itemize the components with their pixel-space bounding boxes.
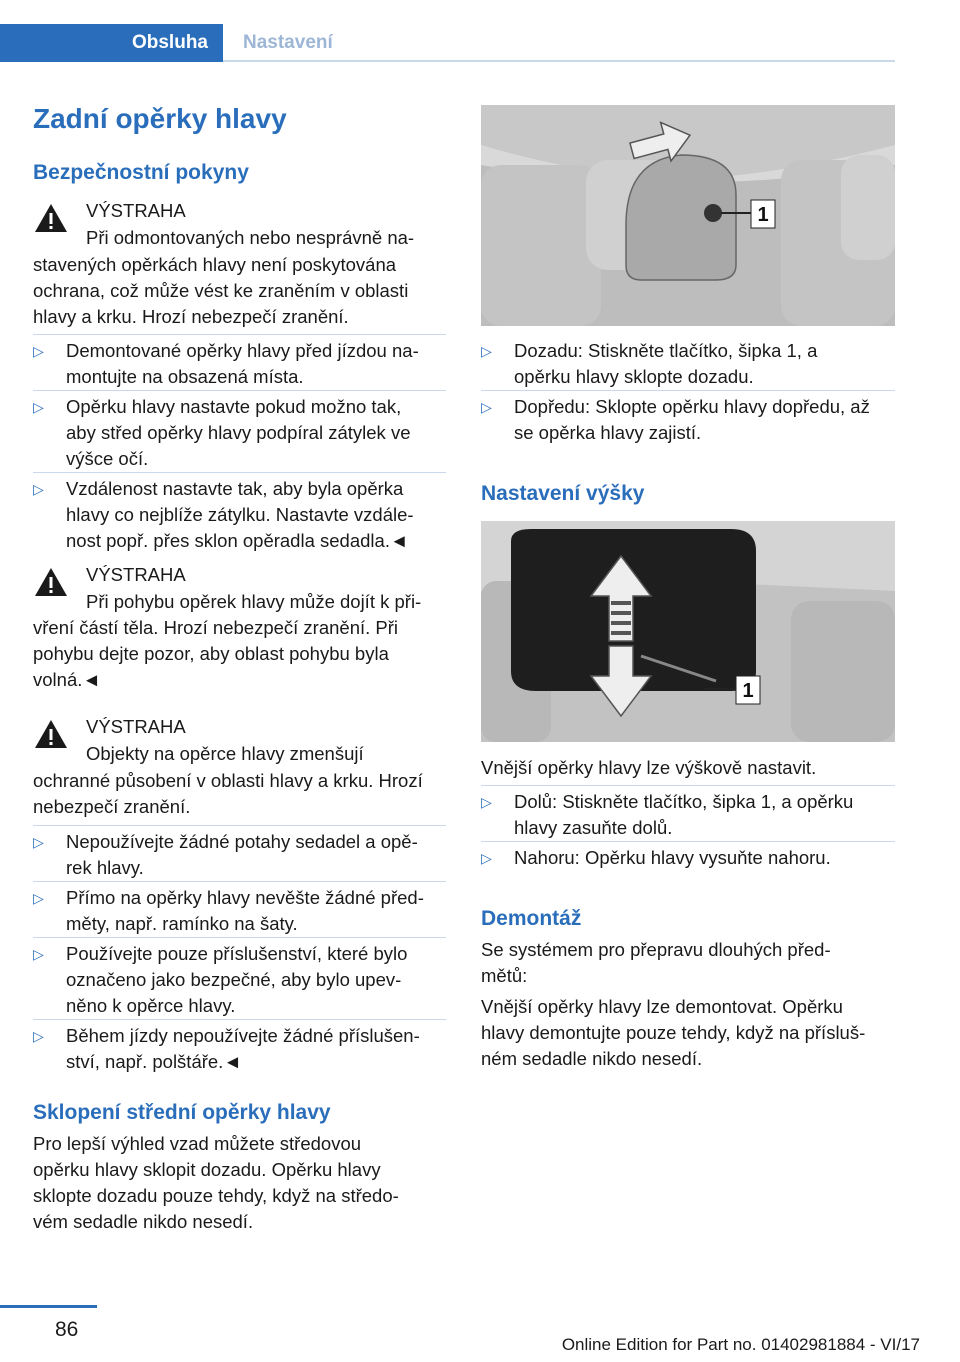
warning-text-line: hlavy a krku. Hrozí nebezpečí zranění. bbox=[33, 306, 349, 327]
paragraph-line: ném sedadle nikdo nesedí. bbox=[481, 1048, 703, 1069]
list-item-line: něno k opěrce hlavy. bbox=[66, 995, 236, 1016]
divider bbox=[33, 390, 446, 391]
footer-rule bbox=[0, 1305, 97, 1308]
warning-triangle-icon bbox=[33, 566, 69, 598]
triangle-bullet-icon: ▷ bbox=[33, 834, 44, 850]
triangle-bullet-icon: ▷ bbox=[33, 890, 44, 906]
triangle-bullet-icon: ▷ bbox=[33, 399, 44, 415]
page-number: 86 bbox=[55, 1318, 79, 1341]
list-item-line: se opěrka hlavy zajistí. bbox=[514, 422, 702, 443]
tab-rule bbox=[223, 60, 895, 62]
list-item-line: Dolů: Stiskněte tlačítko, šipka 1, a opěrku bbox=[514, 791, 854, 812]
list-item-line: hlavy zasuňte dolů. bbox=[514, 817, 673, 838]
list-item-line: nost popř. přes sklon opěradla sedadla.◄ bbox=[66, 530, 409, 551]
divider bbox=[481, 785, 895, 786]
warning-text-line: nebezpečí zranění. bbox=[33, 796, 191, 817]
list-item-line: rek hlavy. bbox=[66, 857, 144, 878]
paragraph-line: Pro lepší výhled vzad můžete středovou bbox=[33, 1133, 362, 1154]
section-fold-center: Sklopení střední opěrky hlavy bbox=[33, 1101, 331, 1124]
header-tabs bbox=[0, 24, 895, 62]
section-removal: Demontáž bbox=[481, 907, 582, 930]
warning-label: VÝSTRAHA bbox=[86, 200, 186, 221]
paragraph-line: vém sedadle nikdo nesedí. bbox=[33, 1211, 254, 1232]
list-item-line: výšce očí. bbox=[66, 448, 149, 469]
section-safety: Bezpečnostní pokyny bbox=[33, 161, 249, 184]
warning-text-line: volná.◄ bbox=[33, 669, 101, 690]
callout-number: 1 bbox=[757, 204, 769, 226]
callout-number: 1 bbox=[742, 680, 754, 702]
list-item-line: Dopředu: Sklopte opěrku hlavy dopředu, až bbox=[514, 396, 870, 417]
warning-text-line: stavených opěrkách hlavy není poskytována bbox=[33, 254, 397, 275]
triangle-bullet-icon: ▷ bbox=[481, 399, 492, 415]
divider bbox=[33, 1019, 446, 1020]
warning-text-line: ochranné působení v oblasti hlavy a krku. Hrozí bbox=[33, 770, 423, 791]
divider bbox=[481, 841, 895, 842]
list-item-line: Opěrku hlavy nastavte pokud možno tak, bbox=[66, 396, 402, 417]
divider bbox=[33, 937, 446, 938]
list-item-line: měty, např. ramínko na šaty. bbox=[66, 913, 298, 934]
section-height: Nastavení výšky bbox=[481, 482, 645, 505]
divider bbox=[33, 881, 446, 882]
list-item-line: označeno jako bezpečné, aby bylo upev- bbox=[66, 969, 402, 990]
triangle-bullet-icon: ▷ bbox=[33, 946, 44, 962]
list-item-line: hlavy co nejblíže zátylku. Nastavte vzdále- bbox=[66, 504, 414, 525]
paragraph-line: Se systémem pro přepravu dlouhých před- bbox=[481, 939, 831, 960]
list-item-line: montujte na obsazená místa. bbox=[66, 366, 304, 387]
paragraph-line: sklopte dozadu pouze tehdy, když na středo- bbox=[33, 1185, 399, 1206]
divider bbox=[481, 390, 895, 391]
paragraph-line: hlavy demontujte pouze tehdy, když na přísluš- bbox=[481, 1022, 866, 1043]
warning-text-line: Při odmontovaných nebo nesprávně na- bbox=[86, 227, 415, 248]
list-item-line: Během jízdy nepoužívejte žádné příslušen- bbox=[66, 1025, 420, 1046]
warning-triangle-icon bbox=[33, 718, 69, 750]
warning-label: VÝSTRAHA bbox=[86, 716, 186, 737]
triangle-bullet-icon: ▷ bbox=[33, 481, 44, 497]
tab-obsluha[interactable]: Obsluha bbox=[0, 24, 223, 62]
divider bbox=[33, 825, 446, 826]
paragraph-line: Vnější opěrky hlavy lze demontovat. Opěrku bbox=[481, 996, 843, 1017]
list-item-line: Nahoru: Opěrku hlavy vysuňte nahoru. bbox=[514, 847, 831, 868]
triangle-bullet-icon: ▷ bbox=[481, 343, 492, 359]
tab-nastaveni[interactable]: Nastavení bbox=[243, 32, 333, 53]
page-title: Zadní opěrky hlavy bbox=[33, 103, 287, 134]
warning-label: VÝSTRAHA bbox=[86, 564, 186, 585]
divider bbox=[33, 334, 446, 335]
edition-text: Online Edition for Part no. 01402981884 - VI/17 bbox=[561, 1335, 920, 1354]
list-item-line: opěrku hlavy sklopte dozadu. bbox=[514, 366, 754, 387]
divider bbox=[33, 472, 446, 473]
paragraph-line: Vnější opěrky hlavy lze výškově nastavit. bbox=[481, 757, 817, 778]
list-item-line: Používejte pouze příslušenství, které bylo bbox=[66, 943, 408, 964]
list-item-line: Přímo na opěrky hlavy nevěšte žádné před- bbox=[66, 887, 424, 908]
warning-triangle-icon bbox=[33, 202, 69, 234]
triangle-bullet-icon: ▷ bbox=[33, 1028, 44, 1044]
warning-text-line: pohybu dejte pozor, aby oblast pohybu byla bbox=[33, 643, 389, 664]
list-item-line: Demontované opěrky hlavy před jízdou na- bbox=[66, 340, 419, 361]
list-item-line: Nepoužívejte žádné potahy sedadel a opě- bbox=[66, 831, 418, 852]
warning-text-line: vření částí těla. Hrozí nebezpečí zranění. Při bbox=[33, 617, 399, 638]
list-item-line: Dozadu: Stiskněte tlačítko, šipka 1, a bbox=[514, 340, 818, 361]
triangle-bullet-icon: ▷ bbox=[481, 850, 492, 866]
warning-text-line: Objekty na opěrce hlavy zmenšují bbox=[86, 743, 364, 764]
list-item-line: ství, např. polštáře.◄ bbox=[66, 1051, 242, 1072]
paragraph-line: mětů: bbox=[481, 965, 528, 986]
list-item-line: Vzdálenost nastavte tak, aby byla opěrka bbox=[66, 478, 404, 499]
list-item-line: aby střed opěrky hlavy podpíral zátylek ve bbox=[66, 422, 411, 443]
triangle-bullet-icon: ▷ bbox=[481, 794, 492, 810]
warning-text-line: ochrana, což může vést ke zraněním v oblasti bbox=[33, 280, 409, 301]
headrest-fold-photo bbox=[481, 105, 895, 326]
headrest-height-photo bbox=[481, 521, 895, 742]
triangle-bullet-icon: ▷ bbox=[33, 343, 44, 359]
paragraph-line: opěrku hlavy sklopit dozadu. Opěrku hlavy bbox=[33, 1159, 381, 1180]
warning-text-line: Při pohybu opěrek hlavy může dojít k při- bbox=[86, 591, 422, 612]
